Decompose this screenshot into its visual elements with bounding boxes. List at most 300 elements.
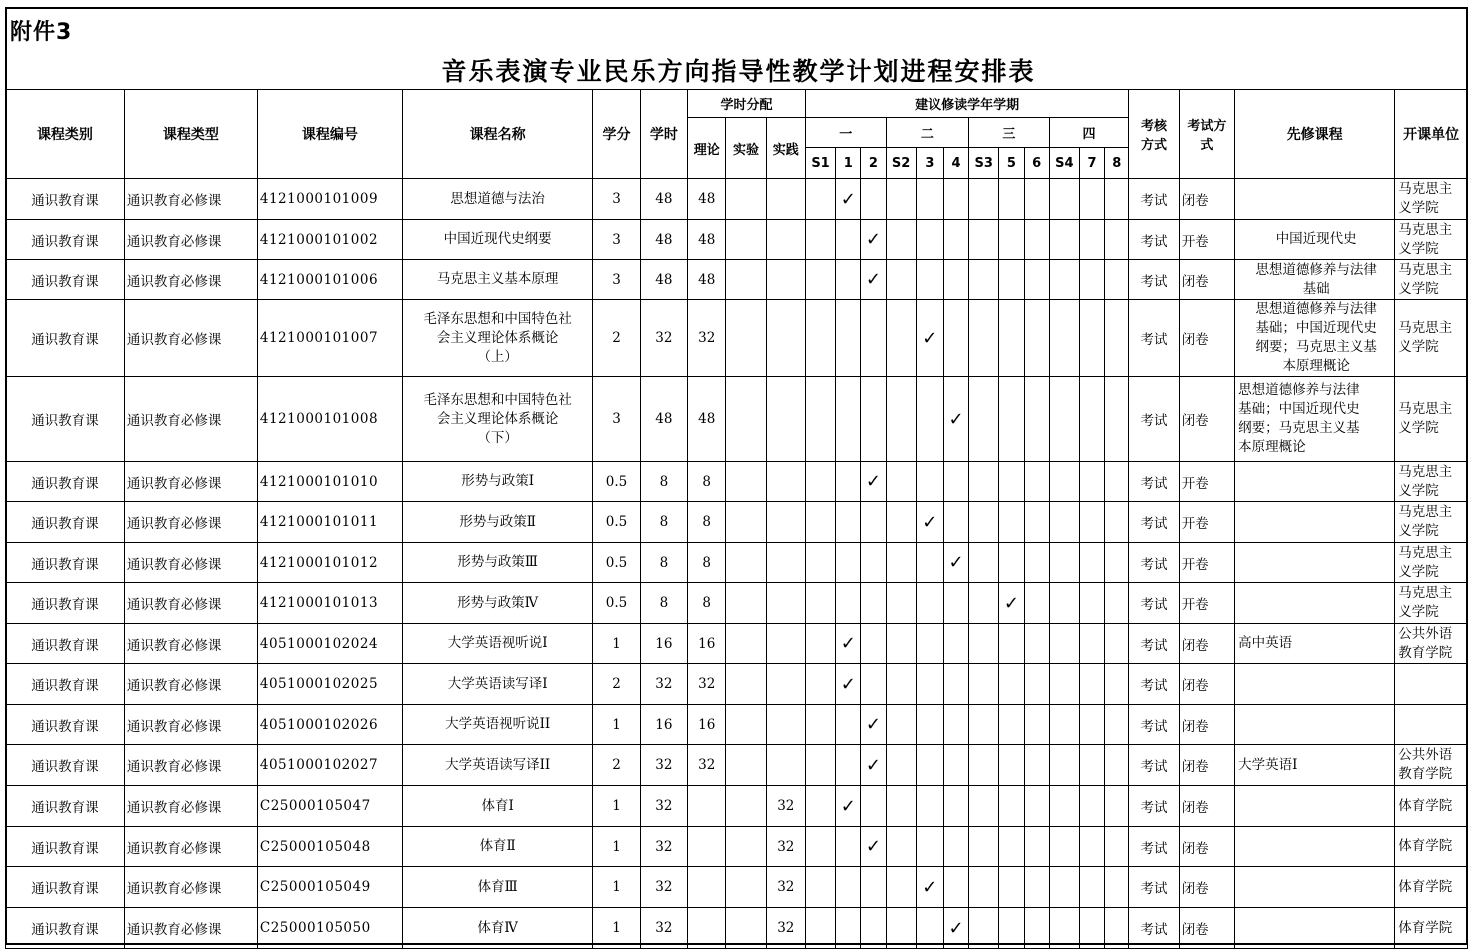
term-cell-S1 xyxy=(805,745,835,786)
term-cell-7 xyxy=(1079,867,1104,908)
term-cell-1 xyxy=(836,745,861,786)
term-cell-S1 xyxy=(805,786,835,827)
attachment-label: 附件3 xyxy=(10,20,73,45)
header-year-3: 三 xyxy=(969,118,1050,148)
text-line: 马克思主 xyxy=(1398,221,1453,238)
course-name xyxy=(402,377,592,462)
exam-form: 闭卷 xyxy=(1179,179,1234,220)
course-credit: 1 xyxy=(593,705,640,745)
course-type: 通识教育必修课 xyxy=(124,664,257,705)
term-cell-7 xyxy=(1079,583,1104,624)
term-cell-S1 xyxy=(805,220,835,260)
term-cell-S3 xyxy=(969,377,999,462)
term-cell-4 xyxy=(943,377,968,462)
text-line: 思想道德修养与法律 xyxy=(1238,382,1360,398)
course-hours: 8 xyxy=(640,462,687,502)
prerequisite-courses xyxy=(1235,220,1395,260)
course-category: 通识教育课 xyxy=(6,300,125,377)
term-cell-1 xyxy=(836,502,861,543)
offering-unit xyxy=(1395,786,1468,827)
course-hours: 48 xyxy=(640,260,687,300)
offering-unit xyxy=(1395,745,1468,786)
term-cell-S4 xyxy=(1049,827,1079,867)
hours-theory xyxy=(688,867,726,908)
term-cell-S3 xyxy=(969,220,999,260)
term-cell-8 xyxy=(1105,624,1129,664)
term-cell-S2 xyxy=(886,260,916,300)
course-category: 通识教育课 xyxy=(6,867,125,908)
text-line: 思想道德修养与法律 xyxy=(1255,301,1377,317)
text-line: 教育学院 xyxy=(1398,766,1453,782)
term-cell-S3 xyxy=(969,624,999,664)
term-cell-S4 xyxy=(1049,705,1079,745)
header-term: 2 xyxy=(861,148,886,179)
prerequisite-courses xyxy=(1235,705,1395,745)
term-cell-1 xyxy=(836,543,861,583)
hours-practice: 32 xyxy=(766,827,805,867)
course-plan-table xyxy=(5,89,1468,949)
course-credit: 1 xyxy=(593,624,640,664)
text-line: 马克思主 xyxy=(1398,401,1453,417)
course-credit: 0.5 xyxy=(593,502,640,543)
term-cell-S1 xyxy=(805,583,835,624)
term-cell-8 xyxy=(1105,867,1129,908)
course-category: 通识教育课 xyxy=(6,745,125,786)
exam-method: 考试 xyxy=(1129,745,1179,786)
exam-form: 闭卷 xyxy=(1179,260,1234,300)
prerequisite-courses xyxy=(1235,827,1395,867)
text-line: 体育Ⅲ xyxy=(477,878,518,895)
offering-unit xyxy=(1395,179,1468,220)
check-mark-icon: ✓ xyxy=(840,633,856,654)
term-cell-3 xyxy=(916,664,943,705)
exam-method: 考试 xyxy=(1129,462,1179,502)
term-cell-6 xyxy=(1024,624,1049,664)
table-header xyxy=(6,90,1468,179)
term-cell-5 xyxy=(999,908,1024,949)
term-cell-S4 xyxy=(1049,867,1079,908)
table-row xyxy=(6,543,1468,583)
offering-unit xyxy=(1395,502,1468,543)
offering-unit xyxy=(1395,867,1468,908)
course-category: 通识教育课 xyxy=(6,583,125,624)
text-line: 纲要；马克思主义基 xyxy=(1255,339,1377,355)
term-cell-2 xyxy=(861,786,886,827)
check-mark-icon: ✓ xyxy=(948,408,964,430)
header-term: S1 xyxy=(805,148,835,179)
course-name xyxy=(402,705,592,745)
hours-theory: 48 xyxy=(688,260,726,300)
text-line: 义学院 xyxy=(1398,482,1439,499)
term-cell-3 xyxy=(916,260,943,300)
term-cell-3 xyxy=(916,377,943,462)
term-cell-1 xyxy=(836,664,861,705)
term-cell-6 xyxy=(1024,462,1049,502)
text-line: 形势与政策Ⅱ xyxy=(459,513,536,530)
term-cell-2 xyxy=(861,377,886,462)
term-cell-3 xyxy=(916,786,943,827)
text-line: 形势与政策Ⅰ xyxy=(461,473,535,489)
term-cell-5 xyxy=(999,786,1024,827)
hours-practice: 32 xyxy=(766,908,805,949)
term-cell-1 xyxy=(836,260,861,300)
course-name xyxy=(402,300,592,377)
course-category: 通识教育课 xyxy=(6,179,125,220)
exam-form: 开卷 xyxy=(1179,502,1234,543)
header-hours: 学时 xyxy=(640,90,687,179)
header-suggested-term: 建议修读学年学期 xyxy=(805,90,1128,118)
hours-theory xyxy=(688,786,726,827)
course-code: 4121000101009 xyxy=(257,179,402,220)
hours-theory: 32 xyxy=(688,664,726,705)
exam-method: 考试 xyxy=(1129,827,1179,867)
check-mark-icon: ✓ xyxy=(865,269,881,290)
prerequisite-courses xyxy=(1235,377,1395,462)
term-cell-2 xyxy=(861,543,886,583)
exam-method: 考试 xyxy=(1129,220,1179,260)
term-cell-S1 xyxy=(805,502,835,543)
check-mark-icon: ✓ xyxy=(840,673,856,695)
term-cell-5 xyxy=(999,745,1024,786)
text-line: 毛泽东思想和中国特色社 xyxy=(423,310,572,327)
hours-theory: 48 xyxy=(688,179,726,220)
course-hours: 8 xyxy=(640,583,687,624)
term-cell-7 xyxy=(1079,543,1104,583)
term-cell-S2 xyxy=(886,543,916,583)
hours-experiment xyxy=(726,502,766,543)
exam-method: 考试 xyxy=(1129,179,1179,220)
exam-method: 考试 xyxy=(1129,786,1179,827)
text-line: 马克思主 xyxy=(1398,261,1453,278)
text-line: 马克思主 xyxy=(1398,504,1453,520)
offering-unit xyxy=(1395,462,1468,502)
term-cell-S4 xyxy=(1049,908,1079,949)
offering-unit xyxy=(1395,220,1468,260)
exam-form: 闭卷 xyxy=(1179,908,1234,949)
course-credit: 0.5 xyxy=(593,583,640,624)
header-term: S2 xyxy=(886,148,916,179)
term-cell-S2 xyxy=(886,745,916,786)
term-cell-8 xyxy=(1105,583,1129,624)
header-type: 课程类型 xyxy=(124,90,257,179)
term-cell-S4 xyxy=(1049,543,1079,583)
exam-method: 考试 xyxy=(1129,260,1179,300)
term-cell-4 xyxy=(943,300,968,377)
text-line: 义学院 xyxy=(1398,339,1439,355)
hours-theory: 32 xyxy=(688,745,726,786)
text-line: 马克思主 xyxy=(1398,181,1453,197)
term-cell-S2 xyxy=(886,300,916,377)
term-cell-5 xyxy=(999,502,1024,543)
term-cell-5 xyxy=(999,867,1024,908)
hours-experiment xyxy=(726,745,766,786)
course-type: 通识教育必修课 xyxy=(124,179,257,220)
course-name xyxy=(402,745,592,786)
course-category: 通识教育课 xyxy=(6,377,125,462)
term-cell-8 xyxy=(1105,502,1129,543)
course-code: C25000105050 xyxy=(257,908,402,949)
course-name xyxy=(402,827,592,867)
term-cell-3 xyxy=(916,705,943,745)
offering-unit xyxy=(1395,624,1468,664)
hours-practice xyxy=(766,583,805,624)
term-cell-7 xyxy=(1079,300,1104,377)
term-cell-S2 xyxy=(886,664,916,705)
term-cell-2 xyxy=(861,179,886,220)
prerequisite-courses xyxy=(1235,664,1395,705)
term-cell-1 xyxy=(836,583,861,624)
header-term: 8 xyxy=(1105,148,1129,179)
exam-form: 闭卷 xyxy=(1179,624,1234,664)
term-cell-8 xyxy=(1105,908,1129,949)
hours-practice xyxy=(766,502,805,543)
course-code: 4121000101010 xyxy=(257,462,402,502)
term-cell-7 xyxy=(1079,705,1104,745)
term-cell-3 xyxy=(916,462,943,502)
term-cell-S2 xyxy=(886,179,916,220)
term-cell-S3 xyxy=(969,300,999,377)
term-cell-S1 xyxy=(805,624,835,664)
term-cell-8 xyxy=(1105,664,1129,705)
term-cell-6 xyxy=(1024,867,1049,908)
header-credit: 学分 xyxy=(593,90,640,179)
term-cell-4 xyxy=(943,908,968,949)
table-row xyxy=(6,260,1468,300)
exam-form: 开卷 xyxy=(1179,543,1234,583)
text-line: （下） xyxy=(477,429,518,446)
term-cell-S4 xyxy=(1049,179,1079,220)
term-cell-1 xyxy=(836,705,861,745)
term-cell-S2 xyxy=(886,786,916,827)
text-line: 大学英语视听说Ⅰ xyxy=(447,635,548,651)
exam-method: 考试 xyxy=(1129,908,1179,949)
course-code: 4051000102025 xyxy=(257,664,402,705)
term-cell-3 xyxy=(916,543,943,583)
term-cell-S4 xyxy=(1049,583,1079,624)
term-cell-S3 xyxy=(969,705,999,745)
term-cell-8 xyxy=(1105,786,1129,827)
term-cell-S3 xyxy=(969,462,999,502)
term-cell-4 xyxy=(943,220,968,260)
course-hours: 32 xyxy=(640,300,687,377)
term-cell-1 xyxy=(836,462,861,502)
header-name: 课程名称 xyxy=(402,90,592,179)
term-cell-2 xyxy=(861,220,886,260)
term-cell-S2 xyxy=(886,827,916,867)
text-line: 体育学院 xyxy=(1398,797,1453,814)
header-practice: 实践 xyxy=(766,118,805,179)
course-name xyxy=(402,462,592,502)
term-cell-S4 xyxy=(1049,260,1079,300)
term-cell-3 xyxy=(916,624,943,664)
prerequisite-courses xyxy=(1235,786,1395,827)
course-credit: 1 xyxy=(593,827,640,867)
exam-method: 考试 xyxy=(1129,543,1179,583)
course-hours: 16 xyxy=(640,705,687,745)
term-cell-4 xyxy=(943,664,968,705)
term-cell-2 xyxy=(861,624,886,664)
check-mark-icon: ✓ xyxy=(840,188,856,210)
term-cell-7 xyxy=(1079,745,1104,786)
exam-form: 闭卷 xyxy=(1179,300,1234,377)
term-cell-S3 xyxy=(969,827,999,867)
term-cell-4 xyxy=(943,260,968,300)
term-cell-S4 xyxy=(1049,664,1079,705)
course-type: 通识教育必修课 xyxy=(124,377,257,462)
hours-experiment xyxy=(726,583,766,624)
course-hours: 8 xyxy=(640,502,687,543)
term-cell-S2 xyxy=(886,462,916,502)
term-cell-4 xyxy=(943,827,968,867)
offering-unit xyxy=(1395,583,1468,624)
term-cell-6 xyxy=(1024,220,1049,260)
term-cell-4 xyxy=(943,179,968,220)
header-year-2: 二 xyxy=(886,118,969,148)
term-cell-6 xyxy=(1024,583,1049,624)
exam-form: 闭卷 xyxy=(1179,867,1234,908)
term-cell-6 xyxy=(1024,705,1049,745)
term-cell-6 xyxy=(1024,179,1049,220)
term-cell-4 xyxy=(943,502,968,543)
exam-method: 考试 xyxy=(1129,705,1179,745)
header-term: 3 xyxy=(916,148,943,179)
course-name xyxy=(402,502,592,543)
offering-unit xyxy=(1395,260,1468,300)
header-exam-method: 考核方式 xyxy=(1129,90,1179,179)
course-code: 4051000102024 xyxy=(257,624,402,664)
course-category: 通识教育课 xyxy=(6,908,125,949)
course-code: 4121000101013 xyxy=(257,583,402,624)
header-term: S4 xyxy=(1049,148,1079,179)
course-name xyxy=(402,664,592,705)
text-line: 义学院 xyxy=(1398,200,1439,216)
term-cell-6 xyxy=(1024,908,1049,949)
text-line: 义学院 xyxy=(1398,563,1439,580)
text-line: 公共外语 xyxy=(1398,747,1453,763)
exam-form: 开卷 xyxy=(1179,220,1234,260)
offering-unit xyxy=(1395,664,1468,705)
hours-theory: 48 xyxy=(688,377,726,462)
course-type: 通识教育必修课 xyxy=(124,543,257,583)
hours-theory: 8 xyxy=(688,502,726,543)
text-line: 大学英语读写译Ⅰ xyxy=(447,675,548,692)
text-line: 马克思主 xyxy=(1398,585,1453,601)
term-cell-1 xyxy=(836,220,861,260)
course-credit: 2 xyxy=(593,664,640,705)
course-type: 通识教育必修课 xyxy=(124,867,257,908)
text-line: 教育学院 xyxy=(1398,644,1453,661)
term-cell-5 xyxy=(999,260,1024,300)
check-mark-icon: ✓ xyxy=(840,795,856,817)
header-term: 4 xyxy=(943,148,968,179)
prerequisite-courses xyxy=(1235,543,1395,583)
text-line: 中国近现代史 xyxy=(1275,231,1357,247)
term-cell-1 xyxy=(836,827,861,867)
header-category: 课程类别 xyxy=(6,90,125,179)
course-code: 4121000101002 xyxy=(257,220,402,260)
term-cell-5 xyxy=(999,705,1024,745)
text-line: 大学英语Ⅰ xyxy=(1238,756,1298,773)
term-cell-S1 xyxy=(805,260,835,300)
hours-theory: 48 xyxy=(688,220,726,260)
course-hours: 8 xyxy=(640,543,687,583)
term-cell-S2 xyxy=(886,867,916,908)
offering-unit xyxy=(1395,908,1468,949)
text-line: 基础 xyxy=(1302,280,1330,297)
course-code: C25000105047 xyxy=(257,786,402,827)
course-type: 通识教育必修课 xyxy=(124,827,257,867)
header-experiment: 实验 xyxy=(726,118,766,179)
table-row xyxy=(6,908,1468,949)
term-cell-5 xyxy=(999,543,1024,583)
hours-experiment xyxy=(726,179,766,220)
term-cell-5 xyxy=(999,624,1024,664)
document-title: 音乐表演专业民乐方向指导性教学计划进程安排表 xyxy=(441,57,1036,86)
table-row xyxy=(6,377,1468,462)
text-line: 公共外语 xyxy=(1398,625,1453,642)
term-cell-5 xyxy=(999,300,1024,377)
exam-method: 考试 xyxy=(1129,377,1179,462)
text-line: 体育Ⅳ xyxy=(477,919,518,936)
term-cell-7 xyxy=(1079,624,1104,664)
course-type: 通识教育必修课 xyxy=(124,300,257,377)
header-exam-form: 考试方式 xyxy=(1179,90,1234,179)
course-type: 通识教育必修课 xyxy=(124,786,257,827)
header-year-1: 一 xyxy=(805,118,886,148)
term-cell-4 xyxy=(943,583,968,624)
term-cell-S2 xyxy=(886,583,916,624)
check-mark-icon: ✓ xyxy=(922,511,938,533)
text-line: 形势与政策Ⅲ xyxy=(457,554,538,570)
course-name xyxy=(402,260,592,300)
exam-form: 闭卷 xyxy=(1179,786,1234,827)
prerequisite-courses xyxy=(1235,908,1395,949)
offering-unit xyxy=(1395,827,1468,867)
course-code: 4121000101011 xyxy=(257,502,402,543)
term-cell-6 xyxy=(1024,502,1049,543)
offering-unit xyxy=(1395,705,1468,745)
table-row xyxy=(6,179,1468,220)
course-category: 通识教育课 xyxy=(6,502,125,543)
text-line: （上） xyxy=(477,348,518,365)
hours-theory: 8 xyxy=(688,543,726,583)
text-line: 义学院 xyxy=(1398,280,1439,297)
term-cell-8 xyxy=(1105,300,1129,377)
check-mark-icon: ✓ xyxy=(948,552,964,573)
term-cell-S3 xyxy=(969,786,999,827)
term-cell-7 xyxy=(1079,664,1104,705)
table-row xyxy=(6,583,1468,624)
term-cell-6 xyxy=(1024,786,1049,827)
term-cell-S1 xyxy=(805,705,835,745)
course-code: C25000105048 xyxy=(257,827,402,867)
term-cell-7 xyxy=(1079,220,1104,260)
term-cell-4 xyxy=(943,745,968,786)
course-type: 通识教育必修课 xyxy=(124,260,257,300)
term-cell-S4 xyxy=(1049,745,1079,786)
term-cell-6 xyxy=(1024,260,1049,300)
check-mark-icon: ✓ xyxy=(922,876,938,898)
term-cell-2 xyxy=(861,260,886,300)
term-cell-5 xyxy=(999,827,1024,867)
course-code: 4121000101007 xyxy=(257,300,402,377)
term-cell-S4 xyxy=(1049,220,1079,260)
term-cell-1 xyxy=(836,624,861,664)
header-unit: 开课单位 xyxy=(1395,90,1468,179)
course-name xyxy=(402,543,592,583)
prerequisite-courses xyxy=(1235,502,1395,543)
text-line: 大学英语视听说II xyxy=(445,716,551,732)
